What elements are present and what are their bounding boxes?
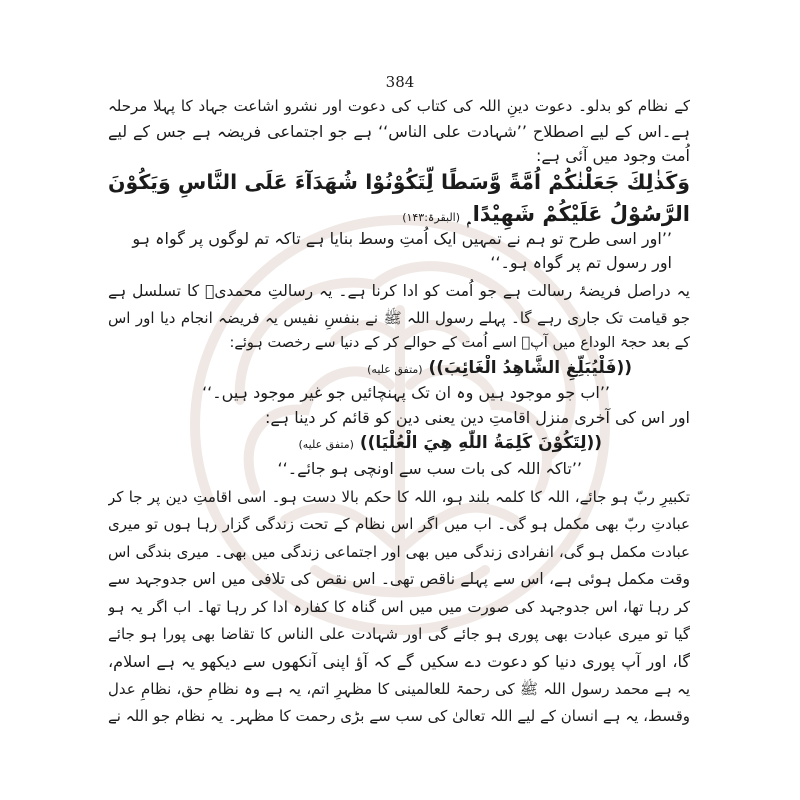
paragraph-4-line-8: یہ ہے محمد رسول اللہ ﷺ کی رحمۃ للعالمینی کا مظہرِ اتم، یہ ہے وہ نظامِ حق، نظامِ عدل: [108, 680, 690, 698]
verse-translation-line-1: ’’اور اسی طرح تو ہم نے تمہیں ایک اُمتِ وسط بنایا ہے تاکہ تم لوگوں پر گواہ ہو: [132, 229, 672, 248]
hadith-2-row: [182, 430, 602, 456]
hadith-1-row: [212, 355, 632, 381]
hadith-2-translation: ’’تاکہ اللہ کی بات سب سے اونچی ہو جائے۔‘‘: [277, 459, 582, 478]
page-number: 384: [385, 73, 415, 91]
hadith-2-reference: (متفق علیه): [298, 438, 354, 451]
quran-verse-reference: (البقرۃ:۱۴۳): [402, 211, 461, 224]
hadith-1-reference: (متفق علیه): [367, 363, 423, 376]
quran-verse-line-2: الرَّسُوْلُ عَلَيْكُمْ شَهِيْدًا ۭ: [467, 202, 690, 226]
paragraph-2-line-1: یہ دراصل فریضۂ رسالت ہے جو اُمت کو ادا کرنا ہے۔ یہ رسالتِ محمدیؐ کا تسلسل ہے: [108, 282, 690, 300]
hadith-1-translation: ’’اب جو موجود ہیں وہ ان تک پہنچائیں جو غیر موجود ہیں۔‘‘: [202, 383, 610, 402]
paragraph-4-line-1: تکبیرِ ربّ ہو جائے، اللہ کا کلمہ بلند ہو، اللہ کا حکم بالا دست ہو۔ اسی اقامتِ دین پر جا کر: [108, 488, 690, 506]
quran-verse-line-1: وَكَذٰلِكَ جَعَلْنٰكُمْ اُمَّةً وَّسَطًا لِّتَكُوْنُوْا شُهَدَآءَ عَلَى النَّاسِ وَيَكُوْنَ: [108, 170, 690, 194]
paragraph-4-line-2: عبادتِ ربّ بھی مکمل ہو گی۔ اب میں اگر اس نظام کے تحت زندگی گزار رہا ہوں تو میری: [108, 515, 690, 533]
paragraph-4-line-4: وقت مکمل ہوئی ہے، اس سے پہلے ناقص تھی۔ اس نقص کی تلافی میں اس جدوجہد سے: [108, 570, 690, 588]
paragraph-1-line-1: کے نظام کو بدلو۔ دعوت دینِ اللہ کی کتاب کی دعوت اور نشرو اشاعت جہاد کا پہلا مرحلہ: [108, 97, 690, 115]
paragraph-4-line-6: گیا تو میری عبادت بھی پوری ہو جائے گی اور شہادت علی الناس کا تقاضا بھی پورا ہو جائے: [108, 625, 690, 643]
hadith-1-text: ((فَلْيُبَلِّغِ الشَّاهِدُ الْغَائِبَ)): [428, 358, 632, 378]
hadith-2-text: ((لِتَكُوْنَ كَلِمَةُ اللّٰهِ هِيَ الْعُلْيَا)): [359, 433, 602, 453]
paragraph-4-line-3: عبادت مکمل ہو گی، انفرادی زندگی میں بھی اور اجتماعی زندگی میں بھی۔ میری بندگی اس: [108, 543, 690, 561]
paragraph-4-line-9: وقسط، یہ ہے انسان کے لیے اللہ تعالیٰ کی سب سے بڑی رحمت کا مظہر۔ یہ نظام جو اللہ نے: [108, 707, 690, 725]
paragraph-3-line-1: اور اس کی آخری منزل اقامتِ دین یعنی دین کو قائم کر دینا ہے:: [265, 408, 690, 427]
paragraph-1-line-2: ہے۔اس کے لیے اصطلاح ’’شہادت علی الناس‘‘ ہے جو اجتماعی فریضہ ہے جس کے لیے: [108, 122, 690, 141]
paragraph-2-line-3: کے بعد حجۃ الوداع میں آپؐ اسے اُمت کے حوالے کر کے دنیا سے رخصت ہوئے:: [229, 335, 690, 351]
paragraph-1-line-3: اُمت وجود میں آئی ہے:: [535, 146, 690, 165]
paragraph-2-line-2: جو قیامت تک جاری رہے گا۔ پہلے رسول اللہ ﷺ نے بنفسِ نفیس یہ فریضہ انجام دیا اور اس: [108, 309, 690, 327]
paragraph-4-line-7: گا، اور آپ پوری دنیا کو دعوت دے سکیں گے کہ آؤ اپنی آنکھوں سے دیکھو یہ ہے اسلام،: [108, 652, 690, 671]
verse-translation-line-2: اور رسول تم پر گواہ ہو۔‘‘: [490, 253, 672, 272]
paragraph-4-line-5: کر رہا تھا، اس جدوجہد کی صورت میں میں اس گناہ کا کفارہ ادا کر رہا تھا۔ اب اگر یہ ہو: [108, 598, 690, 616]
